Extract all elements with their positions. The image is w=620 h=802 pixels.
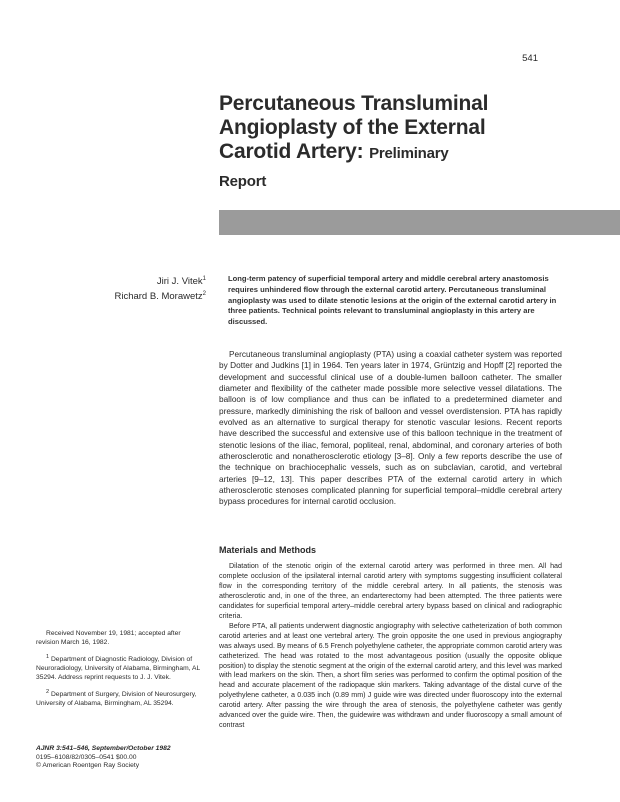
methods-paragraph-2: Before PTA, all patients underwent diagnostic angiography with selective catheterization of both common carotid arteries and at least one vertebral artery. The groin opposite the one used in previous angiography was always used. By means of 6.5 French polyethylene catheter, the appropriate common carotid artery was catheterized. The head was rotated to the most advantageous position (usually the opposite oblique position) to display the stenotic segment at the origin of the external carotid artery, and this level was marked with lead markers on the skin. Then, a short film series was performed to confirm the optimal position of the head and accurate placement of the radiopaque skin markers. Taking advantage of the distal curve of the polyethylene catheter, a 0.035 inch (0.89 mm) J guide wire was directed under fluoroscopy into the external carotid artery. After passing the wire through the area of stenosis, the polyethylene catheter was gently advanced over the guide wire. Then, the guidewire was withdrawn and under fluoroscopy a small amount of contrast [219, 621, 562, 730]
author-1-mark: 1 [202, 276, 206, 282]
author-2-name: Richard B. Morawetz [114, 291, 203, 303]
abstract: Long-term patency of superficial temporal artery and middle cerebral artery anastomosis requires unhindered flow through the external carotid artery. Percutaneous transluminal angioplasty was used to dilate stenotic lesions at the origin of the external carotid artery in three patients. Technical points relevant to transluminal angioplasty in this artery are discussed. [228, 274, 557, 327]
methods-section [219, 562, 562, 731]
footnote-1-text: Department of Diagnostic Radiology, Division of Neuroradiology, University of Alabama, Birmingham, AL 35294. Address reprint requests to J. J. Vitek. [36, 656, 200, 681]
introduction [219, 349, 562, 508]
title-line-3-main: Carotid Artery: [219, 140, 364, 163]
author-1-name: Jiri J. Vitek [156, 276, 203, 288]
footnotes [36, 630, 202, 715]
page-number: 541 [522, 53, 538, 64]
journal-copyright: © American Roentgen Ray Society [36, 762, 140, 770]
methods-paragraph-1: Dilatation of the stenotic origin of the external carotid artery was performed in three men. All had complete occlusion of the ipsilateral internal carotid artery with symptoms suggesting insufficient collateral flow in the corresponding territory of the middle cerebral artery. In all patients, the stenosis was atherosclerotic and, in one of the three, an endarterectomy had been attempted. The three patients were candidates for superficial temporal artery–middle cerebral artery bypass based on clinical and radiographic criteria. [219, 562, 562, 620]
title-subtitle-2: Report [219, 173, 267, 190]
footnote-2-text: Department of Surgery, Division of Neurosurgery, University of Alabama, Birmingham, AL 35294. [36, 691, 197, 708]
author-2 [60, 288, 206, 303]
title-line-1: Percutaneous Transluminal [219, 92, 489, 115]
journal-code: 0195–6108/82/0305–0541 $00.00 [36, 753, 137, 761]
footnote-2 [36, 688, 202, 708]
title-subtitle-1: Preliminary [369, 145, 449, 162]
author-1 [60, 273, 206, 288]
received-note: Received November 19, 1981; accepted after revision March 16, 1982. [36, 630, 181, 646]
journal-citation: AJNR 3:541–546, September/October 1982 [36, 745, 171, 752]
article-title [219, 92, 559, 194]
title-line-3 [219, 140, 559, 166]
title-line-2: Angioplasty of the External [219, 116, 486, 139]
intro-paragraph: Percutaneous transluminal angioplasty (PTA) using a coaxial catheter system was reported by Dotter and Judkins [1] in 1964. Ten years later in 1974, Grüntzig and Hopff [2] reported the development and successful clinical use of a double-lumen balloon catheter. The smaller diameter and flexibility of the catheter made possible more selective vessel dilatations. The balloon is of low compliance and thus can be inflated to a predetermined diameter and pressure, markedly diminishing the risk of balloon and vessel overdistension. PTA has rapidly evolved as an alternative to surgical therapy for stenotic vascular lesions. Recent reports have described the successful and extensive use of this balloon technique in the treatment of stenotic lesions of the iliac, femoral, popliteal, renal, abdominal, and coronary arteries of both atherosclerotic and nonatherosclerotic etiology [3–8]. Only a few reports describe the use of the technique on brachiocephalic vessels, such as on subclavian, carotid, and vertebral arteries [9–12, 13]. This paper describes PTA of the external carotid artery in which atherosclerotic stenoses complicated planning for superficial temporal–middle cerebral artery bypass procedures for internal carotid occlusion. [219, 350, 562, 507]
footnote-2-mark: 2 [46, 689, 50, 696]
journal-info [36, 745, 206, 771]
footnote-1 [36, 653, 202, 682]
footnote-1-mark: 1 [46, 654, 50, 661]
author-list [60, 273, 206, 303]
author-2-mark: 2 [202, 291, 206, 298]
title-gray-bar [219, 210, 620, 235]
section-heading-methods: Materials and Methods [219, 545, 317, 555]
